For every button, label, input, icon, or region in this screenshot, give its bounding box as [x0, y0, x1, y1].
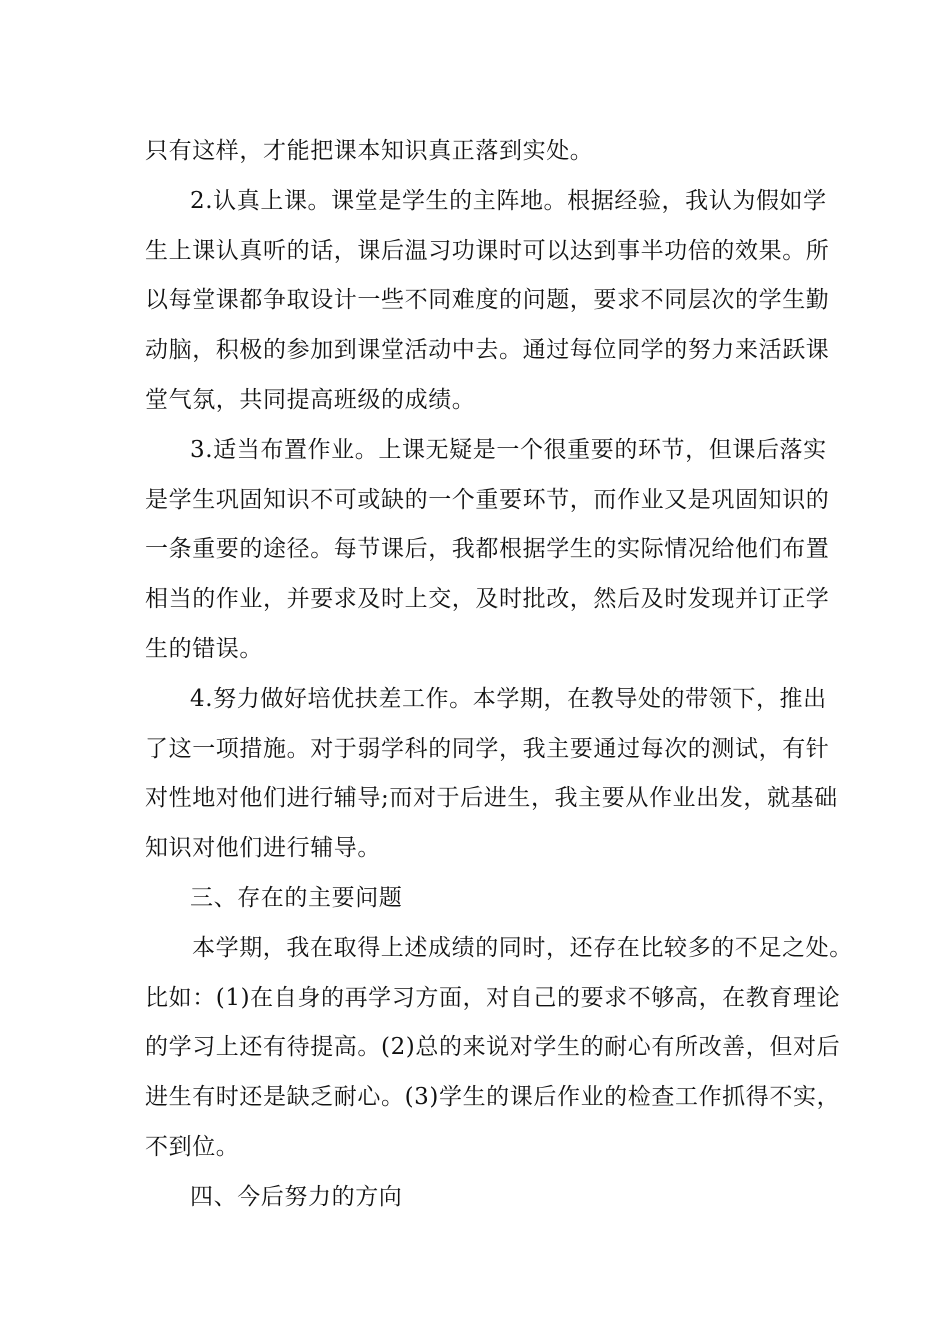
paragraph-line: 的学习上还有待提高。(2)总的来说对学生的耐心有所改善，但对后 [145, 1034, 841, 1060]
paragraph-line: 只有这样，才能把课本知识真正落到实处。 [145, 138, 594, 164]
paragraph-line: 相当的作业，并要求及时上交，及时批改，然后及时发现并订正学 [145, 586, 830, 612]
paragraph-line: 不到位。 [145, 1134, 240, 1160]
paragraph-line: 3.适当布置作业。上课无疑是一个很重要的环节，但课后落实 [190, 437, 827, 463]
paragraph-line: 一条重要的途径。每节课后，我都根据学生的实际情况给他们布置 [145, 536, 830, 562]
section-heading: 四、今后努力的方向 [190, 1184, 403, 1210]
paragraph-line: 了这一项措施。对于弱学科的同学，我主要通过每次的测试，有针 [145, 736, 830, 762]
paragraph-line: 比如：(1)在自身的再学习方面，对自己的要求不够高，在教育理论 [145, 985, 841, 1011]
paragraph-line: 是学生巩固知识不可或缺的一个重要环节，而作业又是巩固知识的 [145, 487, 830, 513]
paragraph-line: 2.认真上课。课堂是学生的主阵地。根据经验，我认为假如学 [190, 188, 827, 214]
paragraph-line: 生的错误。 [145, 636, 263, 662]
paragraph-line: 进生有时还是缺乏耐心。(3)学生的课后作业的检查工作抓得不实， [145, 1084, 841, 1110]
paragraph-line: 动脑，积极的参加到课堂活动中去。通过每位同学的努力来活跃课 [145, 337, 830, 363]
paragraph-line: 对性地对他们进行辅导;而对于后进生，我主要从作业出发，就基础 [145, 785, 838, 811]
paragraph-line: 以每堂课都争取设计一些不同难度的问题，要求不同层次的学生勤 [145, 287, 830, 313]
paragraph-line: 知识对他们进行辅导。 [145, 835, 381, 861]
paragraph-line: 4.努力做好培优扶差工作。本学期，在教导处的带领下，推出 [190, 686, 827, 712]
paragraph-line: 本学期，我在取得上述成绩的同时，还存在比较多的不足之处。 [192, 935, 853, 961]
section-heading: 三、存在的主要问题 [190, 885, 403, 911]
paragraph-line: 堂气氛，共同提高班级的成绩。 [145, 387, 476, 413]
paragraph-line: 生上课认真听的话，课后温习功课时可以达到事半功倍的效果。所 [145, 238, 830, 264]
